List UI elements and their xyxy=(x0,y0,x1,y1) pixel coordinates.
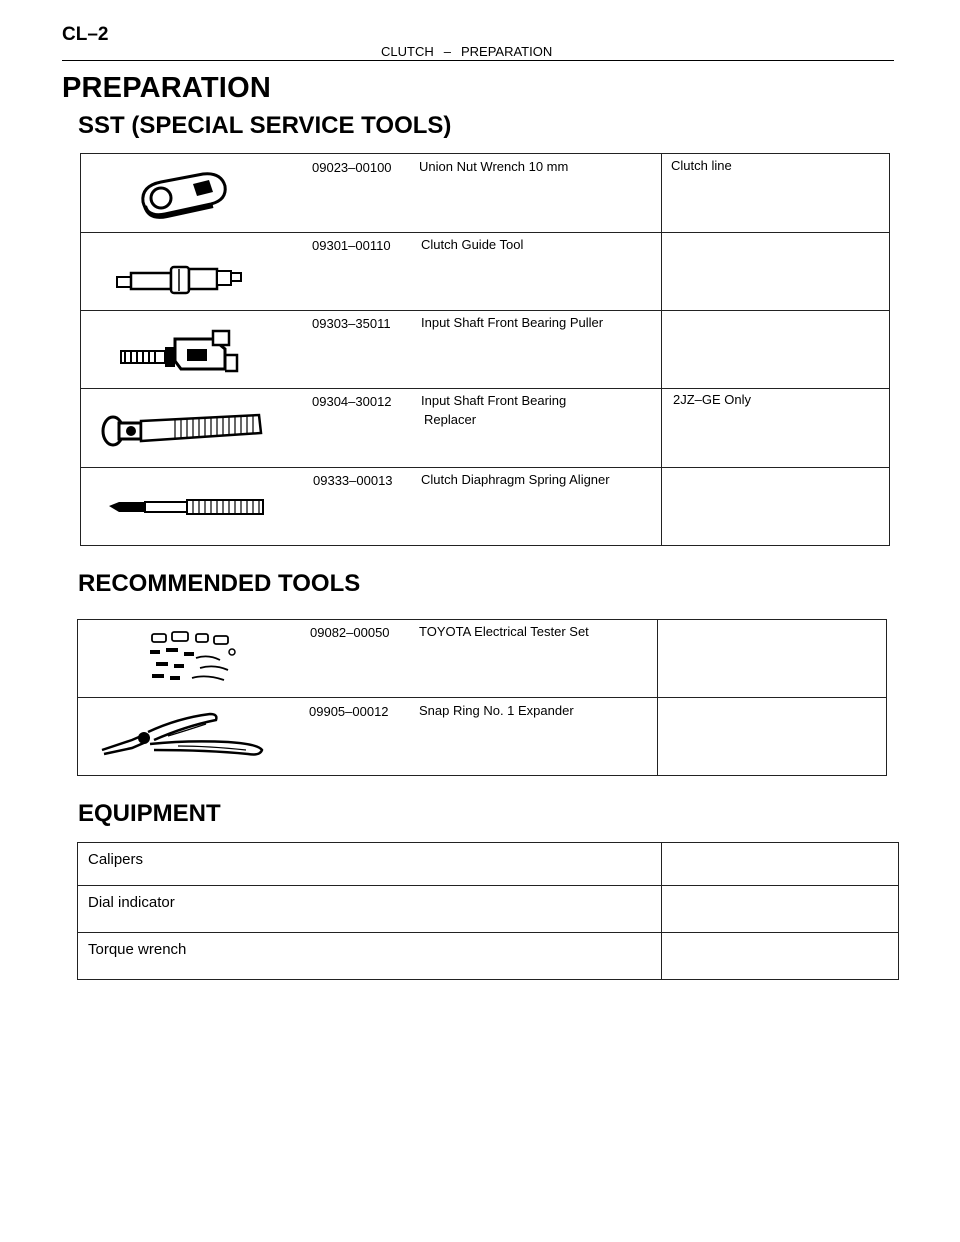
table-row xyxy=(78,933,898,980)
table-row xyxy=(78,698,886,777)
tool-name: Snap Ring No. 1 Expander xyxy=(419,703,574,718)
tool-name: Input Shaft Front Bearing Puller xyxy=(421,315,604,330)
recommended-tools-heading: RECOMMENDED TOOLS xyxy=(78,570,361,597)
table-row xyxy=(78,843,898,886)
part-number: 09082–00050 xyxy=(310,625,390,640)
page-title: PREPARATION xyxy=(62,72,271,104)
header-separator: – xyxy=(443,44,451,59)
part-number: 09023–00100 xyxy=(312,160,392,175)
clutch-guide-tool-icon xyxy=(113,251,253,301)
tool-name: Clutch Guide Tool xyxy=(421,237,524,252)
tool-name-continued: Replacer xyxy=(424,412,477,427)
equipment-table xyxy=(77,842,899,980)
tool-name: Input Shaft Front Bearing xyxy=(421,393,567,408)
bearing-puller-icon xyxy=(117,325,247,381)
recommended-tools-table xyxy=(77,619,887,776)
union-nut-wrench-icon xyxy=(133,164,243,224)
part-number: 09905–00012 xyxy=(309,704,389,719)
tool-name: Union Nut Wrench 10 mm xyxy=(419,159,569,174)
equipment-item: Dial indicator xyxy=(88,894,175,911)
part-number: 09303–35011 xyxy=(312,316,391,331)
table-row xyxy=(81,154,889,233)
sst-heading: SST (SPECIAL SERVICE TOOLS) xyxy=(78,112,452,139)
snap-ring-expander-icon xyxy=(98,710,268,766)
tool-note: 2JZ–GE Only xyxy=(673,392,752,407)
part-number: 09333–00013 xyxy=(313,473,393,488)
header-rule xyxy=(62,60,894,61)
equipment-heading: EQUIPMENT xyxy=(78,800,221,827)
table-row xyxy=(78,620,886,698)
bearing-replacer-icon xyxy=(99,403,269,453)
equipment-item: Calipers xyxy=(88,851,144,868)
part-number: 09301–00110 xyxy=(312,238,391,253)
header-subsection-name: PREPARATION xyxy=(460,44,553,59)
table-row xyxy=(81,468,889,547)
spring-aligner-icon xyxy=(105,494,275,524)
table-row xyxy=(81,311,889,389)
page-code: CL–2 xyxy=(62,24,109,45)
table-row xyxy=(81,233,889,311)
part-number: 09304–30012 xyxy=(312,394,392,409)
tool-name: Clutch Diaphragm Spring Aligner xyxy=(421,472,610,487)
tool-name: TOYOTA Electrical Tester Set xyxy=(419,624,589,639)
sst-table xyxy=(80,153,890,546)
header-section-name: CLUTCH xyxy=(381,44,434,59)
header-section xyxy=(381,44,552,59)
electrical-tester-set-icon xyxy=(144,628,244,688)
table-row xyxy=(78,886,898,933)
table-row xyxy=(81,389,889,468)
equipment-item: Torque wrench xyxy=(88,941,187,958)
tool-note: Clutch line xyxy=(671,158,732,173)
